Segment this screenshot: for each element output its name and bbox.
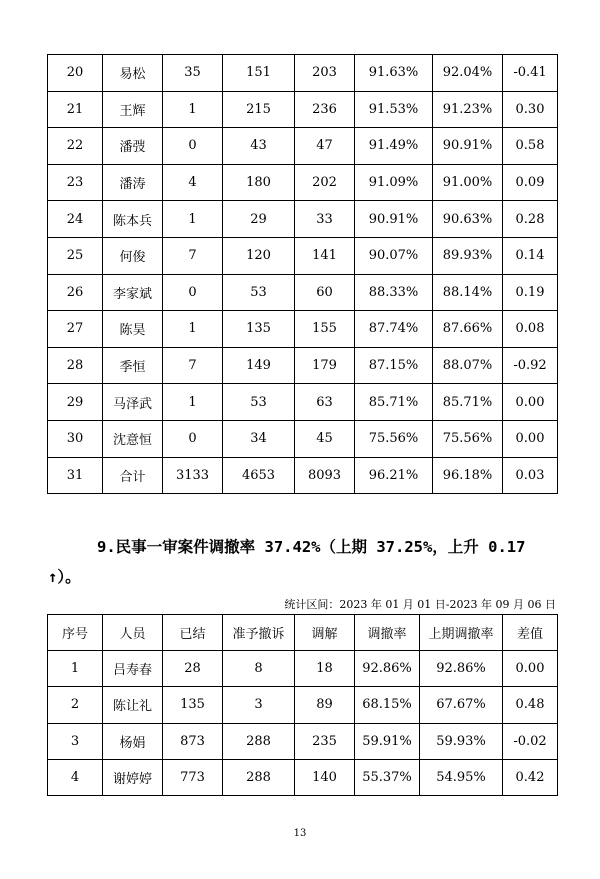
table-cell: 45 (295, 420, 355, 457)
table-cell: 91.49% (355, 128, 433, 165)
table-cell: 8093 (295, 457, 355, 494)
table-cell: 3133 (163, 457, 223, 494)
table-row (48, 420, 558, 457)
table-cell: 马泽武 (103, 384, 163, 421)
table-cell: 28 (163, 651, 223, 687)
header-cell: 人员 (103, 615, 163, 651)
table-cell: 34 (223, 420, 295, 457)
table-cell: 96.21% (355, 457, 433, 494)
table-cell: 29 (223, 201, 295, 238)
table-cell: 88.07% (433, 347, 503, 384)
table-cell: 0.30 (503, 91, 558, 128)
table-cell: 873 (163, 723, 223, 759)
page-number: 13 (293, 828, 307, 839)
table-cell: 李家斌 (103, 274, 163, 311)
table-cell: 谢婷婷 (103, 759, 163, 795)
table-cell: 合计 (103, 457, 163, 494)
table-cell: -0.02 (503, 723, 558, 759)
table-cell: 288 (223, 759, 295, 795)
table-row (48, 723, 558, 759)
table-cell: 杨娟 (103, 723, 163, 759)
table-cell: 0.03 (503, 457, 558, 494)
table-cell: 53 (223, 384, 295, 421)
table-cell: 91.53% (355, 91, 433, 128)
ranking-table-continued (47, 54, 558, 494)
table-cell: 135 (163, 687, 223, 723)
table-cell: 67.67% (420, 687, 503, 723)
table-cell: 3 (48, 723, 103, 759)
table-cell: 47 (295, 128, 355, 165)
table-cell: 陈让礼 (103, 687, 163, 723)
table-cell: 3 (223, 687, 295, 723)
table-cell: 87.66% (433, 311, 503, 348)
table-row (48, 55, 558, 92)
table-row (48, 759, 558, 795)
table-cell: 236 (295, 91, 355, 128)
table-cell: 54.95% (420, 759, 503, 795)
table-cell: 0.00 (503, 651, 558, 687)
table-cell: 43 (223, 128, 295, 165)
table-row (48, 237, 558, 274)
table-cell: 141 (295, 237, 355, 274)
table-cell: 60 (295, 274, 355, 311)
table-cell: 1 (163, 201, 223, 238)
table-cell: 120 (223, 237, 295, 274)
table-cell: 0.09 (503, 164, 558, 201)
table-cell: 85.71% (433, 384, 503, 421)
table-cell: 87.15% (355, 347, 433, 384)
table-cell: 25 (48, 237, 103, 274)
section-9-heading: 9.民事一审案件调撤率 37.42%（上期 37.25%，上升 0.17 ↑）。 (48, 538, 526, 586)
table-cell: 149 (223, 347, 295, 384)
table-cell: 陈昊 (103, 311, 163, 348)
table-cell: 140 (295, 759, 355, 795)
table-cell: 0.08 (503, 311, 558, 348)
table-cell: 0 (163, 420, 223, 457)
table-cell: 22 (48, 128, 103, 165)
table-cell: 91.63% (355, 55, 433, 92)
table-cell: 21 (48, 91, 103, 128)
table-cell: 90.91% (433, 128, 503, 165)
table-cell: 55.37% (355, 759, 420, 795)
table-cell: 0.00 (503, 384, 558, 421)
table-cell: 8 (223, 651, 295, 687)
table-cell: 4 (163, 164, 223, 201)
table-cell: 215 (223, 91, 295, 128)
table-cell: -0.92 (503, 347, 558, 384)
table-cell: 33 (295, 201, 355, 238)
table-cell: 23 (48, 164, 103, 201)
table-cell: 92.04% (433, 55, 503, 92)
table-cell: 易松 (103, 55, 163, 92)
table-cell: 4653 (223, 457, 295, 494)
table-cell: 151 (223, 55, 295, 92)
table-cell: 1 (163, 311, 223, 348)
table-cell: 季恒 (103, 347, 163, 384)
table-cell: 潘弢 (103, 128, 163, 165)
table-cell: 王辉 (103, 91, 163, 128)
table-cell: 1 (163, 91, 223, 128)
table-cell: 203 (295, 55, 355, 92)
table-cell: 18 (295, 651, 355, 687)
table-cell: 27 (48, 311, 103, 348)
table-cell: 0 (163, 274, 223, 311)
table-cell: 89.93% (433, 237, 503, 274)
table-cell: 30 (48, 420, 103, 457)
table-cell: 24 (48, 201, 103, 238)
table-cell: 59.93% (420, 723, 503, 759)
table-cell: 7 (163, 237, 223, 274)
table-row (48, 384, 558, 421)
table-cell: 29 (48, 384, 103, 421)
table-cell: 0.19 (503, 274, 558, 311)
table-cell: 180 (223, 164, 295, 201)
table-row (48, 311, 558, 348)
table-cell: 68.15% (355, 687, 420, 723)
table-cell: 88.14% (433, 274, 503, 311)
table-cell: 91.09% (355, 164, 433, 201)
table-cell: 0 (163, 128, 223, 165)
table-cell: 202 (295, 164, 355, 201)
table-cell: 90.91% (355, 201, 433, 238)
statistics-range: 统计区间：2023 年 01 月 01 日-2023 年 09 月 06 日 (284, 598, 556, 611)
table-cell: 75.56% (355, 420, 433, 457)
table-cell: 135 (223, 311, 295, 348)
header-cell: 已结 (163, 615, 223, 651)
table-header-row (48, 615, 558, 651)
table-cell: 91.23% (433, 91, 503, 128)
table-cell: 155 (295, 311, 355, 348)
table-cell: 28 (48, 347, 103, 384)
table-row (48, 164, 558, 201)
table-cell: 20 (48, 55, 103, 92)
table-cell: 0.14 (503, 237, 558, 274)
table-cell: 2 (48, 687, 103, 723)
table-row (48, 651, 558, 687)
table-cell: 0.42 (503, 759, 558, 795)
table-cell: 0.48 (503, 687, 558, 723)
table-row (48, 201, 558, 238)
table-cell: -0.41 (503, 55, 558, 92)
table-cell: 0.00 (503, 420, 558, 457)
table-cell: 31 (48, 457, 103, 494)
table-cell: 26 (48, 274, 103, 311)
table-row (48, 347, 558, 384)
table-cell: 何俊 (103, 237, 163, 274)
table-cell: 88.33% (355, 274, 433, 311)
header-cell: 上期调撤率 (420, 615, 503, 651)
table-row (48, 687, 558, 723)
table-cell: 75.56% (433, 420, 503, 457)
table-cell: 沈意恒 (103, 420, 163, 457)
table-row (48, 274, 558, 311)
table-cell: 59.91% (355, 723, 420, 759)
header-cell: 准予撤诉 (223, 615, 295, 651)
table-cell: 吕寿春 (103, 651, 163, 687)
civil-withdrawal-rate-table (47, 614, 558, 796)
table-row (48, 457, 558, 494)
table-cell: 潘涛 (103, 164, 163, 201)
table-cell: 35 (163, 55, 223, 92)
table-cell: 92.86% (355, 651, 420, 687)
table-cell: 陈本兵 (103, 201, 163, 238)
table-cell: 96.18% (433, 457, 503, 494)
table-cell: 0.28 (503, 201, 558, 238)
header-cell: 差值 (503, 615, 558, 651)
table-cell: 288 (223, 723, 295, 759)
table-cell: 91.00% (433, 164, 503, 201)
table-cell: 235 (295, 723, 355, 759)
table-cell: 7 (163, 347, 223, 384)
table-cell: 85.71% (355, 384, 433, 421)
table-cell: 92.86% (420, 651, 503, 687)
table-cell: 179 (295, 347, 355, 384)
table-cell: 90.07% (355, 237, 433, 274)
table-row (48, 128, 558, 165)
header-cell: 序号 (48, 615, 103, 651)
table-cell: 4 (48, 759, 103, 795)
table-cell: 89 (295, 687, 355, 723)
header-cell: 调解 (295, 615, 355, 651)
table-cell: 90.63% (433, 201, 503, 238)
table-cell: 53 (223, 274, 295, 311)
table-cell: 1 (163, 384, 223, 421)
table-cell: 63 (295, 384, 355, 421)
table-cell: 87.74% (355, 311, 433, 348)
table-cell: 0.58 (503, 128, 558, 165)
table-cell: 773 (163, 759, 223, 795)
table-row (48, 91, 558, 128)
table-cell: 1 (48, 651, 103, 687)
header-cell: 调撤率 (355, 615, 420, 651)
